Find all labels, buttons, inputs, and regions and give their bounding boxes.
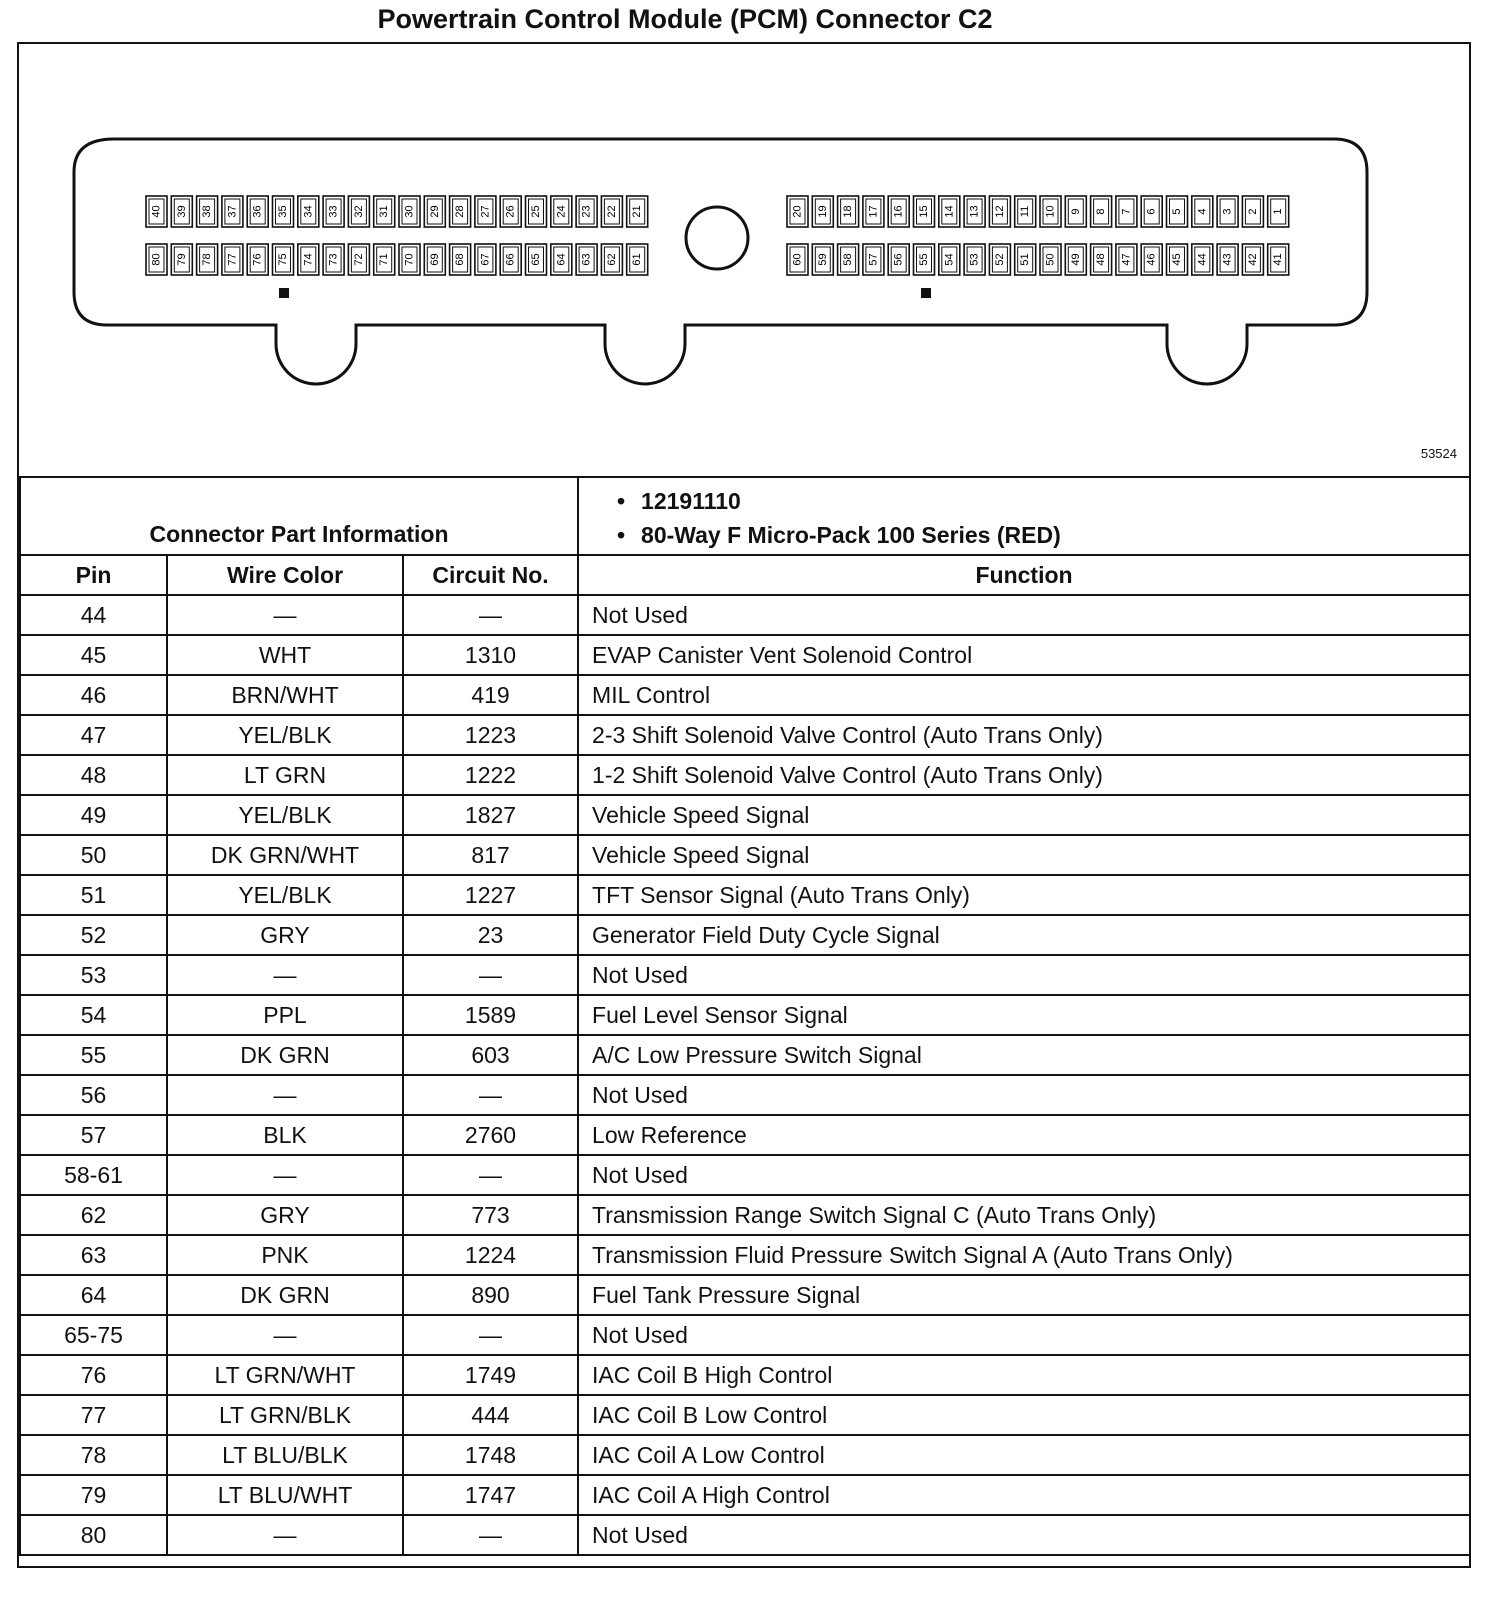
circuit-cell: 1748 [403, 1435, 578, 1475]
function-cell: TFT Sensor Signal (Auto Trans Only) [578, 875, 1470, 915]
header-circuit: Circuit No. [403, 555, 578, 595]
pin-cavity [939, 196, 960, 227]
pin-cavity [1141, 196, 1162, 227]
pin-cell: 56 [20, 1075, 167, 1115]
pin-number: 24 [555, 205, 568, 218]
circuit-cell: 1827 [403, 795, 578, 835]
table-row [20, 1475, 1470, 1515]
pin-cavity [1217, 196, 1238, 227]
pin-cavity [1065, 244, 1086, 275]
pin-number: 18 [842, 205, 855, 218]
pin-number: 52 [993, 253, 1006, 266]
pin-number: 56 [892, 253, 905, 266]
pin-cell: 77 [20, 1395, 167, 1435]
wire-color-cell: BRN/WHT [167, 675, 403, 715]
pin-number: 11 [1019, 205, 1032, 218]
wire-color-cell: GRY [167, 1195, 403, 1235]
pin-number: 5 [1171, 208, 1183, 215]
pin-number: 78 [201, 253, 214, 266]
pin-number: 20 [791, 205, 804, 218]
pin-number: 75 [277, 253, 289, 266]
function-cell: Not Used [578, 1155, 1470, 1195]
pin-number: 1 [1272, 208, 1285, 215]
pin-cavity [627, 196, 648, 227]
pin-number: 25 [530, 205, 542, 218]
pin-number: 68 [454, 253, 467, 266]
table-row [20, 1315, 1470, 1355]
pin-number: 69 [428, 253, 441, 266]
pin-cavity [989, 196, 1010, 227]
pin-cavity [247, 196, 268, 227]
pin-number: 53 [968, 253, 981, 266]
table-row [20, 995, 1470, 1035]
function-cell: Not Used [578, 1315, 1470, 1355]
pin-cavity [812, 244, 833, 275]
pin-cavity [1065, 196, 1086, 227]
function-cell: Not Used [578, 1075, 1470, 1115]
pin-cell: 76 [20, 1355, 167, 1395]
circuit-cell: 419 [403, 675, 578, 715]
pin-cavity [787, 196, 808, 227]
table-row [20, 875, 1470, 915]
pin-cavity [1116, 244, 1137, 275]
table-row [20, 1355, 1470, 1395]
circuit-cell: — [403, 1315, 578, 1355]
table-header-row [20, 555, 1470, 595]
table-row [20, 1075, 1470, 1115]
pin-number: 30 [403, 205, 416, 218]
pin-cavity [1192, 196, 1213, 227]
wire-color-cell: — [167, 1315, 403, 1355]
pin-cell: 80 [20, 1515, 167, 1555]
table-row [20, 1515, 1470, 1555]
pin-cavity [450, 196, 471, 227]
pin-number: 72 [352, 253, 365, 266]
function-cell: Low Reference [578, 1115, 1470, 1155]
pin-number: 22 [605, 205, 618, 218]
function-cell: Generator Field Duty Cycle Signal [578, 915, 1470, 955]
pin-cavity [601, 196, 622, 227]
pin-cavity [1167, 244, 1188, 275]
pin-cavity [914, 196, 935, 227]
pin-number: 35 [277, 205, 289, 218]
pin-cell: 45 [20, 635, 167, 675]
pin-number: 40 [150, 205, 163, 218]
pin-number: 13 [968, 205, 981, 218]
pin-number: 9 [1069, 208, 1082, 215]
pin-cavity [1040, 244, 1061, 275]
table-row [20, 595, 1470, 635]
pin-cell: 51 [20, 875, 167, 915]
pin-cavity [374, 196, 395, 227]
wire-color-cell: DK GRN [167, 1035, 403, 1075]
pin-cavity [323, 244, 344, 275]
table-row [20, 1235, 1470, 1275]
connector-sheet [17, 42, 1471, 1568]
wire-color-cell: — [167, 955, 403, 995]
function-cell: EVAP Canister Vent Solenoid Control [578, 635, 1470, 675]
wire-color-cell: DK GRN/WHT [167, 835, 403, 875]
pin-number: 55 [918, 253, 930, 266]
pin-number: 31 [378, 205, 391, 218]
pin-cavity [601, 244, 622, 275]
pin-cavity [424, 244, 445, 275]
pin-cavity [787, 244, 808, 275]
circuit-cell: — [403, 595, 578, 635]
pin-number: 65 [530, 253, 542, 266]
pin-number: 10 [1044, 205, 1057, 218]
pin-cavity [888, 244, 909, 275]
pin-number: 45 [1171, 253, 1183, 266]
pin-number: 79 [175, 253, 188, 266]
table-row [20, 715, 1470, 755]
function-cell: 1-2 Shift Solenoid Valve Control (Auto Trans Only) [578, 755, 1470, 795]
function-cell: Not Used [578, 1515, 1470, 1555]
pin-cavity [989, 244, 1010, 275]
pin-cavity [576, 196, 597, 227]
circuit-cell: 1310 [403, 635, 578, 675]
part-info-row [20, 477, 1470, 555]
pin-number: 6 [1145, 208, 1158, 215]
pin-cavity [197, 196, 218, 227]
pin-cavity [964, 244, 985, 275]
pin-cavity [1040, 196, 1061, 227]
table-row [20, 1395, 1470, 1435]
function-cell: IAC Coil A High Control [578, 1475, 1470, 1515]
function-cell: Vehicle Speed Signal [578, 835, 1470, 875]
pin-cavity [171, 196, 192, 227]
pin-cell: 79 [20, 1475, 167, 1515]
pin-cell: 55 [20, 1035, 167, 1075]
pin-cavity [838, 244, 859, 275]
pin-cell: 64 [20, 1275, 167, 1315]
header-pin: Pin [20, 555, 167, 595]
pin-number: 26 [504, 205, 517, 218]
table-row [20, 835, 1470, 875]
pin-number: 34 [302, 205, 315, 218]
circuit-cell: 1749 [403, 1355, 578, 1395]
function-cell: 2-3 Shift Solenoid Valve Control (Auto Trans Only) [578, 715, 1470, 755]
pin-number: 42 [1246, 253, 1259, 266]
wire-color-cell: PNK [167, 1235, 403, 1275]
pin-cavity [812, 196, 833, 227]
circuit-cell: 1589 [403, 995, 578, 1035]
pin-cell: 47 [20, 715, 167, 755]
page-title: Powertrain Control Module (PCM) Connector C2 [377, 4, 993, 34]
pin-number: 43 [1221, 253, 1234, 266]
pin-cell: 54 [20, 995, 167, 1035]
pin-number: 49 [1069, 253, 1082, 266]
pin-cavity [551, 244, 572, 275]
pin-number: 15 [918, 205, 930, 218]
pin-number: 48 [1095, 253, 1108, 266]
pin-cavity [273, 196, 294, 227]
table-row [20, 635, 1470, 675]
circuit-cell: — [403, 955, 578, 995]
pin-cavity [399, 196, 420, 227]
pin-cavity [1015, 244, 1036, 275]
connector-diagram [19, 44, 1469, 476]
function-cell: A/C Low Pressure Switch Signal [578, 1035, 1470, 1075]
pin-cavity [1015, 196, 1036, 227]
pin-cavity [1091, 244, 1112, 275]
pin-cell: 52 [20, 915, 167, 955]
diagram-id: 53524 [1420, 446, 1457, 461]
pin-cavity [1091, 196, 1112, 227]
pin-cavity [171, 244, 192, 275]
pin-number: 46 [1145, 253, 1158, 266]
pin-cavity [450, 244, 471, 275]
function-cell: Not Used [578, 595, 1470, 635]
pin-number: 47 [1120, 253, 1133, 266]
pin-number: 70 [403, 253, 416, 266]
part-number: • 12191110 [617, 488, 741, 514]
pin-number: 38 [201, 205, 214, 218]
pinout-table [19, 476, 1471, 1556]
circuit-cell: 444 [403, 1395, 578, 1435]
pin-cavity [838, 196, 859, 227]
pin-cell: 65-75 [20, 1315, 167, 1355]
wire-color-cell: LT BLU/WHT [167, 1475, 403, 1515]
pin-number: 16 [892, 205, 905, 218]
pin-cavity [526, 244, 547, 275]
pin-cavity [500, 244, 521, 275]
pin-number: 76 [251, 253, 264, 266]
pin-keying-marker [921, 288, 931, 298]
function-cell: Vehicle Speed Signal [578, 795, 1470, 835]
pin-number: 28 [454, 205, 467, 218]
pin-cavity [914, 244, 935, 275]
connector-center-hole [686, 207, 748, 269]
circuit-cell: 1223 [403, 715, 578, 755]
pin-number: 44 [1196, 253, 1209, 266]
pin-number: 32 [352, 205, 365, 218]
function-cell: Fuel Tank Pressure Signal [578, 1275, 1470, 1315]
part-description: • 80-Way F Micro-Pack 100 Series (RED) [617, 522, 1061, 548]
table-row [20, 915, 1470, 955]
pin-number: 4 [1196, 208, 1209, 215]
pin-keying-marker [279, 288, 289, 298]
part-info-values [578, 477, 1470, 555]
pin-number: 54 [943, 253, 956, 266]
circuit-cell: 1224 [403, 1235, 578, 1275]
pin-cavity [863, 244, 884, 275]
pin-cavity [424, 196, 445, 227]
pin-cell: 49 [20, 795, 167, 835]
pin-number: 41 [1272, 253, 1285, 266]
pin-cavity [197, 244, 218, 275]
pin-cavity [939, 244, 960, 275]
pin-number: 71 [378, 253, 391, 266]
pin-number: 7 [1120, 208, 1133, 215]
pin-cavity [222, 196, 243, 227]
pin-number: 62 [605, 253, 618, 266]
function-cell: IAC Coil A Low Control [578, 1435, 1470, 1475]
pin-cavity [146, 196, 167, 227]
table-row [20, 755, 1470, 795]
pin-number: 39 [175, 205, 188, 218]
wire-color-cell: — [167, 1515, 403, 1555]
pin-cell: 44 [20, 595, 167, 635]
pin-number: 19 [816, 205, 829, 218]
pin-number: 73 [327, 253, 340, 266]
pin-cavity [1116, 196, 1137, 227]
circuit-cell: 773 [403, 1195, 578, 1235]
function-cell: MIL Control [578, 675, 1470, 715]
pin-number: 8 [1095, 208, 1108, 215]
wire-color-cell: WHT [167, 635, 403, 675]
circuit-cell: 817 [403, 835, 578, 875]
pin-cavity [323, 196, 344, 227]
pin-number: 74 [302, 253, 315, 266]
function-cell: Transmission Range Switch Signal C (Auto Trans Only) [578, 1195, 1470, 1235]
pin-number: 37 [226, 205, 239, 218]
pin-number: 59 [816, 253, 829, 266]
pin-number: 21 [631, 205, 644, 218]
pin-cavity [399, 244, 420, 275]
pin-number: 2 [1246, 208, 1259, 215]
circuit-cell: 1747 [403, 1475, 578, 1515]
pin-number: 67 [479, 253, 492, 266]
connector-face [19, 44, 1469, 476]
pin-cavity [627, 244, 648, 275]
pin-number: 80 [150, 253, 163, 266]
pin-cavity [273, 244, 294, 275]
pin-number: 14 [943, 205, 956, 218]
pin-cavity [374, 244, 395, 275]
pin-number: 23 [580, 205, 593, 218]
pin-cell: 62 [20, 1195, 167, 1235]
wire-color-cell: LT GRN [167, 755, 403, 795]
pin-cavity [298, 196, 319, 227]
table-row [20, 675, 1470, 715]
header-wire-color: Wire Color [167, 555, 403, 595]
wire-color-cell: — [167, 595, 403, 635]
circuit-cell: — [403, 1515, 578, 1555]
pin-number: 50 [1044, 253, 1057, 266]
pin-cavity [1242, 244, 1263, 275]
pin-number: 36 [251, 205, 264, 218]
pin-cell: 50 [20, 835, 167, 875]
table-row [20, 1435, 1470, 1475]
table-row [20, 1275, 1470, 1315]
pin-cavity [1268, 244, 1289, 275]
table-row [20, 795, 1470, 835]
circuit-cell: 1227 [403, 875, 578, 915]
pin-cavity [1242, 196, 1263, 227]
circuit-cell: 1222 [403, 755, 578, 795]
pin-cell: 78 [20, 1435, 167, 1475]
wire-color-cell: YEL/BLK [167, 795, 403, 835]
table-row [20, 1155, 1470, 1195]
pin-number: 61 [631, 253, 644, 266]
pin-number: 29 [428, 205, 441, 218]
pin-cell: 57 [20, 1115, 167, 1155]
wire-color-cell: YEL/BLK [167, 875, 403, 915]
pin-cell: 53 [20, 955, 167, 995]
wire-color-cell: PPL [167, 995, 403, 1035]
pin-number: 66 [504, 253, 517, 266]
pin-number: 33 [327, 205, 340, 218]
pin-cell: 48 [20, 755, 167, 795]
pin-cavity [1141, 244, 1162, 275]
pin-cavity [298, 244, 319, 275]
circuit-cell: 603 [403, 1035, 578, 1075]
pin-cell: 63 [20, 1235, 167, 1275]
pin-number: 12 [993, 205, 1006, 218]
function-cell: Transmission Fluid Pressure Switch Signal A (Auto Trans Only) [578, 1235, 1470, 1275]
wire-color-cell: BLK [167, 1115, 403, 1155]
pin-number: 77 [226, 253, 239, 266]
header-function: Function [578, 555, 1470, 595]
pin-number: 27 [479, 205, 492, 218]
pin-cavity [1217, 244, 1238, 275]
wire-color-cell: GRY [167, 915, 403, 955]
circuit-cell: 2760 [403, 1115, 578, 1155]
pin-cavity [475, 196, 496, 227]
pin-number: 64 [555, 253, 568, 266]
wire-color-cell: LT BLU/BLK [167, 1435, 403, 1475]
circuit-cell: — [403, 1075, 578, 1115]
table-row [20, 1115, 1470, 1155]
wire-color-cell: LT GRN/BLK [167, 1395, 403, 1435]
function-cell: IAC Coil B Low Control [578, 1395, 1470, 1435]
pin-cavity [247, 244, 268, 275]
wire-color-cell: YEL/BLK [167, 715, 403, 755]
pin-number: 51 [1019, 253, 1032, 266]
pin-cavity [526, 196, 547, 227]
wire-color-cell: — [167, 1155, 403, 1195]
pin-number: 60 [791, 253, 804, 266]
pin-cavity [888, 196, 909, 227]
pin-cavity [146, 244, 167, 275]
function-cell: IAC Coil B High Control [578, 1355, 1470, 1395]
table-row [20, 955, 1470, 995]
pin-number: 58 [842, 253, 855, 266]
pin-cavity [348, 244, 369, 275]
wire-color-cell: — [167, 1075, 403, 1115]
pin-cavity [1167, 196, 1188, 227]
pin-cavity [475, 244, 496, 275]
pin-cavity [551, 196, 572, 227]
pin-number: 3 [1221, 208, 1234, 215]
pin-cell: 46 [20, 675, 167, 715]
circuit-cell: — [403, 1155, 578, 1195]
circuit-cell: 890 [403, 1275, 578, 1315]
pin-cavity [1192, 244, 1213, 275]
table-row [20, 1035, 1470, 1075]
pin-cavity [222, 244, 243, 275]
pin-number: 17 [867, 205, 880, 218]
pin-cavity [964, 196, 985, 227]
pin-number: 63 [580, 253, 593, 266]
pin-cavity [500, 196, 521, 227]
pin-cavity [576, 244, 597, 275]
part-info-label: Connector Part Information [20, 477, 578, 555]
circuit-cell: 23 [403, 915, 578, 955]
table-row [20, 1195, 1470, 1235]
pin-cavity [863, 196, 884, 227]
wire-color-cell: DK GRN [167, 1275, 403, 1315]
pin-cavity [348, 196, 369, 227]
pin-cell: 58-61 [20, 1155, 167, 1195]
wire-color-cell: LT GRN/WHT [167, 1355, 403, 1395]
function-cell: Not Used [578, 955, 1470, 995]
pin-number: 57 [867, 253, 880, 266]
function-cell: Fuel Level Sensor Signal [578, 995, 1470, 1035]
pin-cavity [1268, 196, 1289, 227]
